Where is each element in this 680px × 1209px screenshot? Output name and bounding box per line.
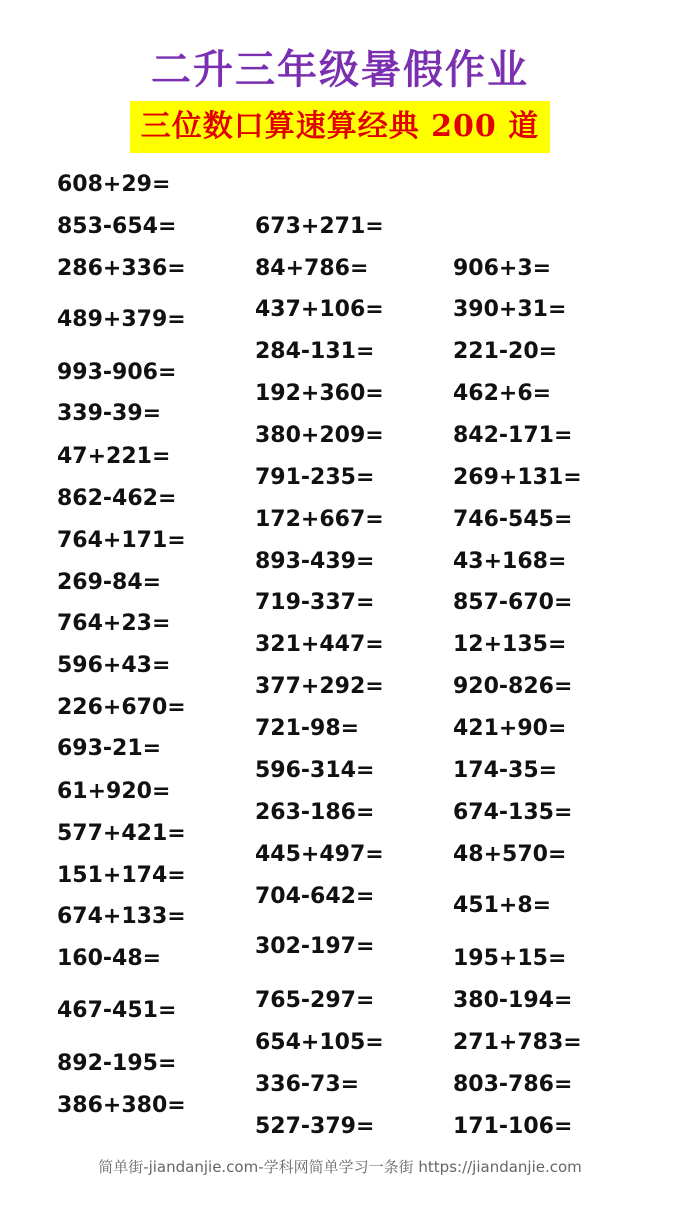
problem-item: 704-642= bbox=[255, 884, 375, 909]
problem-item: 377+292= bbox=[255, 674, 384, 699]
problem-item: 421+90= bbox=[453, 716, 567, 741]
problem-item: 84+786= bbox=[255, 256, 369, 281]
problem-item: 893-439= bbox=[255, 549, 375, 574]
subtitle: 三位数口算速算经典 200 道 bbox=[140, 109, 540, 144]
problem-item: 47+221= bbox=[57, 444, 171, 469]
problem-item: 654+105= bbox=[255, 1030, 384, 1055]
problem-item: 857-670= bbox=[453, 590, 573, 615]
problem-item: 437+106= bbox=[255, 297, 384, 322]
page-title: 二升三年级暑假作业 bbox=[151, 46, 529, 93]
problem-item: 12+135= bbox=[453, 632, 567, 657]
problem-item: 853-654= bbox=[57, 214, 177, 239]
problem-item: 674-135= bbox=[453, 800, 573, 825]
problem-item: 339-39= bbox=[57, 401, 162, 426]
problem-item: 302-197= bbox=[255, 934, 375, 959]
problem-item: 380-194= bbox=[453, 988, 573, 1013]
problem-item: 48+570= bbox=[453, 842, 567, 867]
problem-item: 172+667= bbox=[255, 507, 384, 532]
problem-item: 462+6= bbox=[453, 381, 552, 406]
problem-item: 61+920= bbox=[57, 779, 171, 804]
problem-item: 765-297= bbox=[255, 988, 375, 1013]
problem-item: 321+447= bbox=[255, 632, 384, 657]
problem-item: 43+168= bbox=[453, 549, 567, 574]
problem-item: 386+380= bbox=[57, 1093, 186, 1118]
problem-item: 286+336= bbox=[57, 256, 186, 281]
footer-watermark: 简单街-jiandanjie.com-学科网简单学习一条街 https://jiandanjie.com bbox=[98, 1158, 582, 1176]
problem-item: 920-826= bbox=[453, 674, 573, 699]
problem-item: 993-906= bbox=[57, 360, 177, 385]
problem-item: 803-786= bbox=[453, 1072, 573, 1097]
problem-item: 764+23= bbox=[57, 611, 171, 636]
problem-item: 489+379= bbox=[57, 307, 186, 332]
problem-item: 842-171= bbox=[453, 423, 573, 448]
problem-item: 226+670= bbox=[57, 695, 186, 720]
problem-item: 284-131= bbox=[255, 339, 375, 364]
problem-item: 221-20= bbox=[453, 339, 558, 364]
problem-item: 269-84= bbox=[57, 570, 162, 595]
problem-item: 336-73= bbox=[255, 1072, 360, 1097]
problem-item: 577+421= bbox=[57, 821, 186, 846]
problem-item: 596+43= bbox=[57, 653, 171, 678]
problem-item: 693-21= bbox=[57, 736, 162, 761]
problem-item: 151+174= bbox=[57, 863, 186, 888]
problem-item: 195+15= bbox=[453, 946, 567, 971]
problem-item: 263-186= bbox=[255, 800, 375, 825]
problem-item: 192+360= bbox=[255, 381, 384, 406]
problem-item: 721-98= bbox=[255, 716, 360, 741]
problem-item: 674+133= bbox=[57, 904, 186, 929]
problem-item: 906+3= bbox=[453, 256, 552, 281]
problem-item: 271+783= bbox=[453, 1030, 582, 1055]
subtitle-banner bbox=[130, 101, 550, 153]
problem-item: 764+171= bbox=[57, 528, 186, 553]
problem-item: 269+131= bbox=[453, 465, 582, 490]
problem-item: 746-545= bbox=[453, 507, 573, 532]
problem-item: 174-35= bbox=[453, 758, 558, 783]
problem-item: 791-235= bbox=[255, 465, 375, 490]
problem-item: 892-195= bbox=[57, 1051, 177, 1076]
problem-item: 719-337= bbox=[255, 590, 375, 615]
problem-item: 171-106= bbox=[453, 1114, 573, 1139]
problem-item: 862-462= bbox=[57, 486, 177, 511]
problem-item: 380+209= bbox=[255, 423, 384, 448]
problem-item: 608+29= bbox=[57, 172, 171, 197]
problem-item: 673+271= bbox=[255, 214, 384, 239]
problem-item: 451+8= bbox=[453, 893, 552, 918]
problem-item: 596-314= bbox=[255, 758, 375, 783]
problem-item: 390+31= bbox=[453, 297, 567, 322]
problem-item: 445+497= bbox=[255, 842, 384, 867]
problem-item: 527-379= bbox=[255, 1114, 375, 1139]
problem-item: 467-451= bbox=[57, 998, 177, 1023]
problem-item: 160-48= bbox=[57, 946, 162, 971]
